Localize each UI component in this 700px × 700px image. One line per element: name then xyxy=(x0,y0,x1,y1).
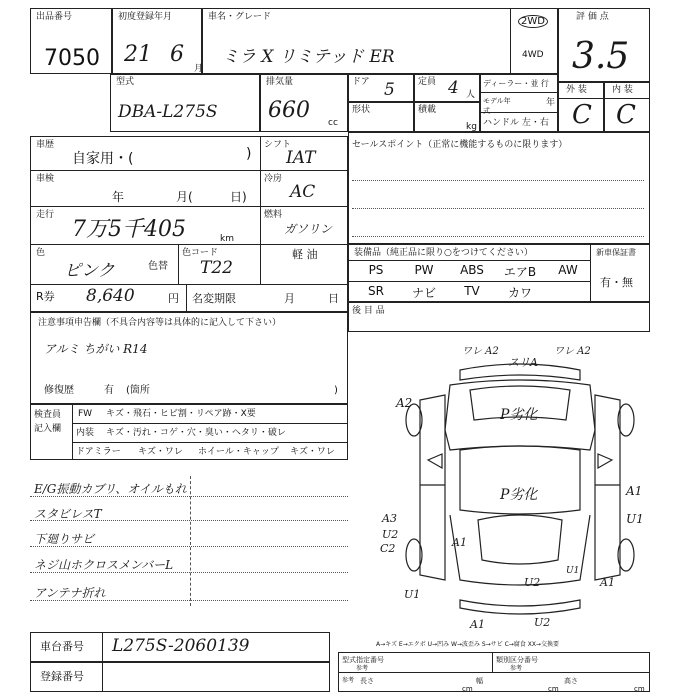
first-reg-month: 6 xyxy=(170,42,184,67)
rear-window xyxy=(478,515,562,564)
model-label: 型式 xyxy=(116,77,135,87)
equipment-row1-item-1: PW xyxy=(414,263,434,277)
ac-label: 冷房 xyxy=(264,174,283,184)
inspection-day: 日) xyxy=(230,190,247,204)
r-ticket-yen: 円 xyxy=(168,292,179,305)
diagram-left-u2: U2 xyxy=(382,528,399,541)
spec-footer-row-line xyxy=(338,672,650,673)
equipment-row2-item-0: SR xyxy=(368,284,384,298)
sales-point-line-2 xyxy=(352,208,644,209)
diagram-legend: A→キズ E→エクボ U→凹み W→波歪み S→サビ C→腐食 XX→交換要 xyxy=(376,641,559,648)
name-change-label: 名変期限 xyxy=(192,292,236,305)
left-side-panel xyxy=(420,395,445,580)
inspector-interior-label: 内装 xyxy=(76,428,95,438)
inspection-month: 月( xyxy=(176,190,193,204)
height-cm: cm xyxy=(634,685,645,693)
sales-point-line-3 xyxy=(352,236,644,237)
length-ref: 参考 xyxy=(342,677,355,684)
fuel-label: 燃料 xyxy=(264,210,283,220)
rear-items-label: 後 目 品 xyxy=(352,306,385,316)
diagram-top-left: ワレ A2 xyxy=(462,346,499,357)
details-row-line-4 xyxy=(30,284,348,285)
diagram-right-u1: U1 xyxy=(626,512,644,526)
equipment-row1-item-3: エアB xyxy=(503,265,537,279)
model-spec-label: 型式指定番号 xyxy=(342,656,384,664)
capacity-value: 4 xyxy=(448,78,459,98)
shift-value: IAT xyxy=(286,148,316,168)
warranty-value: 有・無 xyxy=(600,276,633,289)
interior-label: 内 装 xyxy=(612,85,633,95)
name-change-day: 日 xyxy=(328,292,339,305)
notes-line-1: アルミ ちがい R14 xyxy=(44,342,148,356)
mirror-label: ドアミラー xyxy=(76,447,121,457)
inspector-row-line-2 xyxy=(72,442,348,443)
reg-label: 登録番号 xyxy=(40,670,84,683)
width-label: 幅 xyxy=(476,677,483,685)
fuel-value: ガソリン xyxy=(284,222,333,236)
rear-items-block xyxy=(348,302,650,332)
type-class-ref: 参考 xyxy=(510,665,523,672)
sales-point-label: セールスポイント（正常に機能するものに限ります） xyxy=(352,140,568,150)
width-cm: cm xyxy=(548,685,559,693)
fw-items: キズ・飛石・ヒビ割・リペア跡・X要 xyxy=(106,409,256,419)
inspection-year: 年 xyxy=(112,190,125,204)
diagram-roof-note: P劣化 xyxy=(500,407,538,423)
doors-label: ドア xyxy=(352,77,370,87)
chassis-value: L275S-2060139 xyxy=(112,636,250,656)
inspector-col-line xyxy=(72,404,73,460)
equip-row-line-2 xyxy=(348,281,590,282)
length-label: 長さ xyxy=(360,677,374,685)
right-side-panel xyxy=(595,395,620,580)
displacement-label: 排気量 xyxy=(266,77,294,87)
details-row-line-2 xyxy=(30,206,348,207)
height-label: 高さ xyxy=(564,677,578,685)
equipment-row1-item-0: PS xyxy=(368,263,384,277)
notes-header: 注意事項申告欄（不具合内容等は具体的に記入して下さい） xyxy=(38,318,282,328)
color-change-label: 色替 xyxy=(148,261,168,272)
capacity-unit: 人 xyxy=(466,90,476,100)
car-name-label: 車名・グレード xyxy=(208,12,272,22)
handwritten-note-2: スタビレスT xyxy=(34,507,102,521)
equipment-label: 装備品（純正品に限り○をつけてください） xyxy=(354,248,533,258)
diagram-bottom-u2b: U2 xyxy=(534,616,551,629)
month-unit: 月 xyxy=(194,64,204,74)
lot-number-label: 出品番号 xyxy=(36,12,73,22)
repair-close: ) xyxy=(334,385,338,396)
handwritten-note-4: ネジ山ホクロスメンバーL xyxy=(34,558,174,572)
mirror-left xyxy=(428,454,442,468)
history-value: 自家用・( xyxy=(72,151,134,167)
dealer-divider-1 xyxy=(480,92,558,93)
wheelcap-items: キズ・ワレ xyxy=(290,447,335,457)
history-label: 車歴 xyxy=(36,140,55,150)
inspection-label: 車検 xyxy=(36,174,55,184)
equipment-row1-item-4: AW xyxy=(558,263,578,277)
equipment-row2-item-3: カワ xyxy=(507,286,532,300)
details-row-line-1 xyxy=(30,170,348,171)
color-code-divider xyxy=(178,244,179,284)
model-value: DBA-L275S xyxy=(118,102,218,122)
handwritten-note-3: 下廻りサビ xyxy=(34,532,95,546)
load-label: 積載 xyxy=(418,105,437,115)
interior-grade: C xyxy=(616,100,636,130)
fuel-light: 軽 油 xyxy=(292,248,318,261)
type-class-label: 類別区分番号 xyxy=(496,656,538,664)
diagram-right-u1b: U1 xyxy=(566,566,580,576)
dealer-label: ディーラー・並 行 xyxy=(483,79,549,88)
diagram-bottom-a1: A1 xyxy=(470,618,485,631)
diagram-mid-a1: A1 xyxy=(452,536,467,549)
load-unit: kg xyxy=(466,122,477,132)
inspector-label-1: 検査員 xyxy=(34,410,62,420)
diagram-bottom-u1: U1 xyxy=(404,588,421,601)
rating-label: 評 価 点 xyxy=(576,12,609,22)
diagram-left-c2: C2 xyxy=(380,542,396,555)
inspector-interior-items: キズ・汚れ・コゲ・穴・臭い・ヘタリ・破レ xyxy=(106,428,286,438)
first-reg-year: 21 xyxy=(124,42,152,67)
details-row-line-3 xyxy=(30,244,348,245)
r-ticket-label: R券 xyxy=(36,290,55,303)
r-ticket-value: 8,640 xyxy=(86,286,135,306)
drive-4wd: 4WD xyxy=(522,50,544,60)
handwritten-note-5: アンテナ折れ xyxy=(34,586,106,600)
first-reg-label: 初度登録年月 xyxy=(118,12,173,22)
ac-value: AC xyxy=(290,182,316,202)
model-spec-ref: 参考 xyxy=(356,665,369,672)
name-change-month: 月 xyxy=(284,292,295,305)
grade-divider xyxy=(558,98,650,99)
lot-number: 7050 xyxy=(44,46,100,71)
spec-footer-col-line xyxy=(492,652,493,672)
repair-label: 修復歴 xyxy=(44,385,74,396)
shift-label: シフト xyxy=(264,140,292,150)
name-change-divider xyxy=(186,284,187,312)
equipment-row1-item-2: ABS xyxy=(460,263,484,277)
inspector-label-2: 記入欄 xyxy=(34,424,62,434)
capacity-label: 定員 xyxy=(418,77,437,87)
shape-label: 形状 xyxy=(352,105,371,115)
doors-value: 5 xyxy=(384,80,395,100)
mirror-items: キズ・ワレ xyxy=(138,447,183,457)
inspector-row-line-1 xyxy=(72,423,348,424)
diagram-left-a2: A2 xyxy=(396,396,413,410)
displacement-value: 660 xyxy=(268,98,310,123)
dealer-divider-2 xyxy=(480,112,558,113)
drive-2wd: 2WD xyxy=(518,15,548,28)
diagram-right-a1: A1 xyxy=(626,484,643,498)
drive-divider xyxy=(510,8,511,74)
color-code: T22 xyxy=(200,258,233,278)
new-warranty-label: 新車保証書 xyxy=(596,248,636,257)
equipment-row2-item-2: TV xyxy=(464,284,480,298)
repair-value: 有 xyxy=(104,385,114,396)
mileage-label: 走行 xyxy=(36,210,55,220)
model-year-label: モデル年式 xyxy=(483,97,511,115)
sales-point-line-1 xyxy=(352,180,644,181)
repair-place: (箇所 xyxy=(126,385,150,396)
diagram-bottom-u2: U2 xyxy=(524,576,541,589)
mileage-unit: km xyxy=(220,234,234,244)
equipment-row2-item-1: ナビ xyxy=(411,286,436,300)
diagram-top-center: スリA xyxy=(508,356,538,369)
color-value: ピンク xyxy=(64,261,115,281)
length-cm: cm xyxy=(462,685,473,693)
handwritten-note-1: E/G振動カブリ、オイルもれ xyxy=(34,482,187,496)
exterior-grade: C xyxy=(572,100,592,130)
fw-label: FW xyxy=(78,409,93,419)
details-col-line xyxy=(260,136,261,284)
history-close: ) xyxy=(246,146,252,162)
rating: 3.5 xyxy=(572,36,630,77)
exterior-label: 外 装 xyxy=(566,85,587,95)
chassis-label: 車台番号 xyxy=(40,640,84,653)
diagram-bottom-a1b: A1 xyxy=(600,576,615,589)
color-label: 色 xyxy=(36,248,46,258)
rear-bumper xyxy=(460,600,580,614)
diagram-hood-note: P劣化 xyxy=(500,487,538,503)
mileage-value: 7万5千405 xyxy=(72,217,186,242)
handle-label: ハンドル 左・右 xyxy=(483,118,549,128)
diagram-top-right: ワレ A2 xyxy=(554,346,591,357)
color-code-label: 色コード xyxy=(182,248,219,258)
wheelcap-label: ホイール・キャップ xyxy=(198,447,279,457)
displacement-unit: cc xyxy=(328,118,338,128)
car-name: ミラ X リミテッド ER xyxy=(222,47,395,67)
equip-row-line-1 xyxy=(348,260,590,261)
year-unit: 年 xyxy=(546,98,556,108)
mirror-right xyxy=(598,454,612,468)
diagram-left-a3: A3 xyxy=(382,512,397,525)
drive-2wd-mark xyxy=(518,16,548,27)
